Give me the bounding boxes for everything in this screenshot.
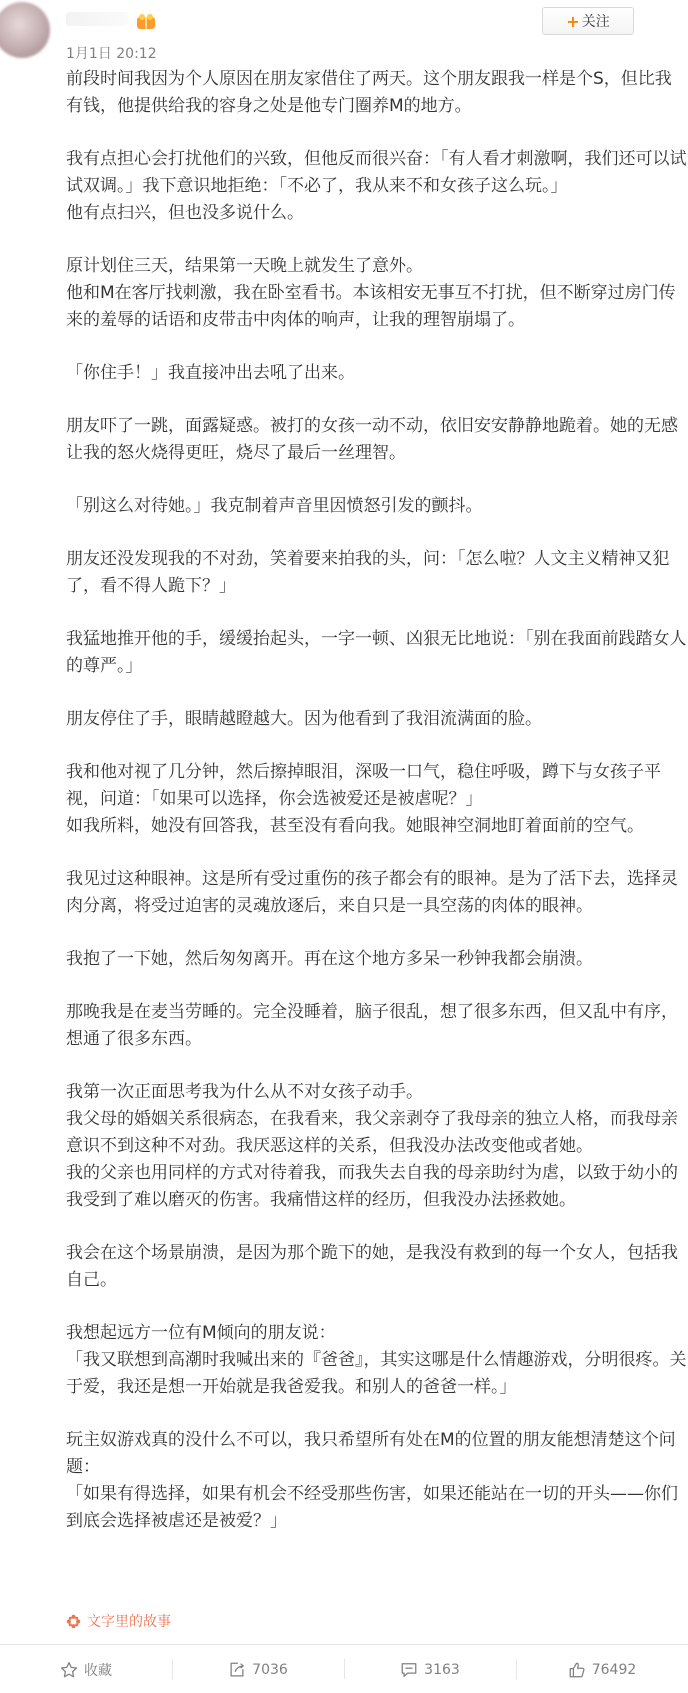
comment-button[interactable]	[344, 1645, 516, 1693]
follow-button[interactable]	[542, 7, 634, 35]
post-timestamp: 1月1日 20:12	[66, 46, 157, 62]
paragraph: 原计划住三天，结果第一天晚上就发生了意外。 他和M在客厅找刺激，我在卧室看书。本该相安无事互不打扰，但不断穿过房门传来的羞辱的话语和皮带击中肉体的响声，让我的理智崩塌了。	[66, 256, 676, 330]
repost-icon	[228, 1661, 246, 1679]
vip-badge-icon	[136, 14, 156, 30]
follow-label: 关注	[581, 14, 610, 30]
source-flower-icon	[66, 1614, 81, 1629]
comment-icon	[400, 1661, 418, 1679]
post-body	[66, 66, 688, 1535]
paragraph: 「别这么对待她。」我克制着声音里因愤怒引发的颤抖。	[66, 496, 483, 516]
paragraph: 我第一次正面思考我为什么从不对女孩子动手。 我父母的婚姻关系很病态，在我看来，我父亲剥夺了我母亲的独立人格，而我母亲意识不到这种不对劲。我厌恶这样的关系，但我没办法改变他或者她。 我的父亲也用同样的方式对待着我，而我失去自我的母亲助纣为虐，以致于幼小的我受到了难以磨灭的伤害。我痛惜这样的经历，但我没办法拯救她。	[66, 1082, 678, 1210]
plus-icon: +	[566, 11, 580, 31]
paragraph: 前段时间我因为个人原因在朋友家借住了两天。这个朋友跟我一样是个S，但比我有钱，他提供给我的容身之处是他专门圈养M的地方。	[66, 69, 672, 116]
paragraph: 「你住手！」我直接冲出去吼了出来。	[66, 363, 355, 383]
like-button[interactable]	[516, 1645, 688, 1693]
post-header	[0, 0, 688, 64]
paragraph: 玩主奴游戏真的没什么不可以，我只希望所有处在M的位置的朋友能想清楚这个问题： 「如果有得选择，如果有机会不经受那些伤害，如果还能站在一切的开头——你们到底会选择被虐还是被爱？」	[66, 1430, 678, 1531]
star-icon	[60, 1661, 78, 1679]
repost-button[interactable]	[172, 1645, 344, 1693]
thumbs-up-icon	[568, 1661, 586, 1679]
paragraph: 我想起远方一位有M倾向的朋友说： 「我又联想到高潮时我喊出来的『爸爸』，其实这哪是什么情趣游戏，分明很疼。关于爱，我还是想一开始就是我爸爱我。和别人的爸爸一样。」	[66, 1323, 687, 1397]
username-blurred[interactable]	[66, 12, 128, 26]
favorite-label: 收藏	[84, 1662, 112, 1679]
source-label: 文字里的故事	[87, 1614, 171, 1630]
paragraph: 那晚我是在麦当劳睡的。完全没睡着，脑子很乱，想了很多东西，但又乱中有序，想通了很多东西。	[66, 1002, 678, 1049]
repost-count: 7036	[252, 1661, 288, 1678]
favorite-button[interactable]	[0, 1645, 172, 1693]
paragraph: 我猛地推开他的手，缓缓抬起头，一字一顿、凶狠无比地说：「别在我面前践踏女人的尊严。」	[66, 629, 687, 676]
action-toolbar	[0, 1644, 688, 1693]
paragraph: 我会在这个场景崩溃，是因为那个跪下的她，是我没有救到的每一个女人，包括我自己。	[66, 1243, 678, 1290]
like-count: 76492	[591, 1661, 637, 1678]
paragraph: 朋友吓了一跳，面露疑惑。被打的女孩一动不动，依旧安安静静地跪着。她的无感让我的怒火烧得更旺，烧尽了最后一丝理智。	[66, 416, 678, 463]
comment-count: 3163	[424, 1661, 460, 1678]
paragraph: 我抱了一下她，然后匆匆离开。再在这个地方多呆一秒钟我都会崩溃。	[66, 949, 593, 969]
avatar[interactable]	[0, 2, 50, 58]
paragraph: 我见过这种眼神。这是所有受过重伤的孩子都会有的眼神。是为了活下去，选择灵肉分离，将受过迫害的灵魂放逐后，来自只是一具空荡的肉体的眼神。	[66, 869, 678, 916]
paragraph: 我有点担心会打扰他们的兴致，但他反而很兴奋：「有人看才刺激啊，我们还可以试试双调。」我下意识地拒绝：「不必了，我从来不和女孩子这么玩。」 他有点扫兴，但也没多说什么。	[66, 149, 687, 223]
paragraph: 朋友还没发现我的不对劲，笑着要来拍我的头，问：「怎么啦？人文主义精神又犯了，看不得人跪下？」	[66, 549, 670, 596]
paragraph: 我和他对视了几分钟，然后擦掉眼泪，深吸一口气，稳住呼吸，蹲下与女孩子平视，问道：「如果可以选择，你会选被爱还是被虐呢？」 如我所料，她没有回答我，甚至没有看向我。她眼神空洞地盯着面前的空气。	[66, 762, 661, 836]
paragraph: 朋友停住了手，眼睛越瞪越大。因为他看到了我泪流满面的脸。	[66, 709, 542, 729]
source-link[interactable]	[66, 1611, 171, 1631]
